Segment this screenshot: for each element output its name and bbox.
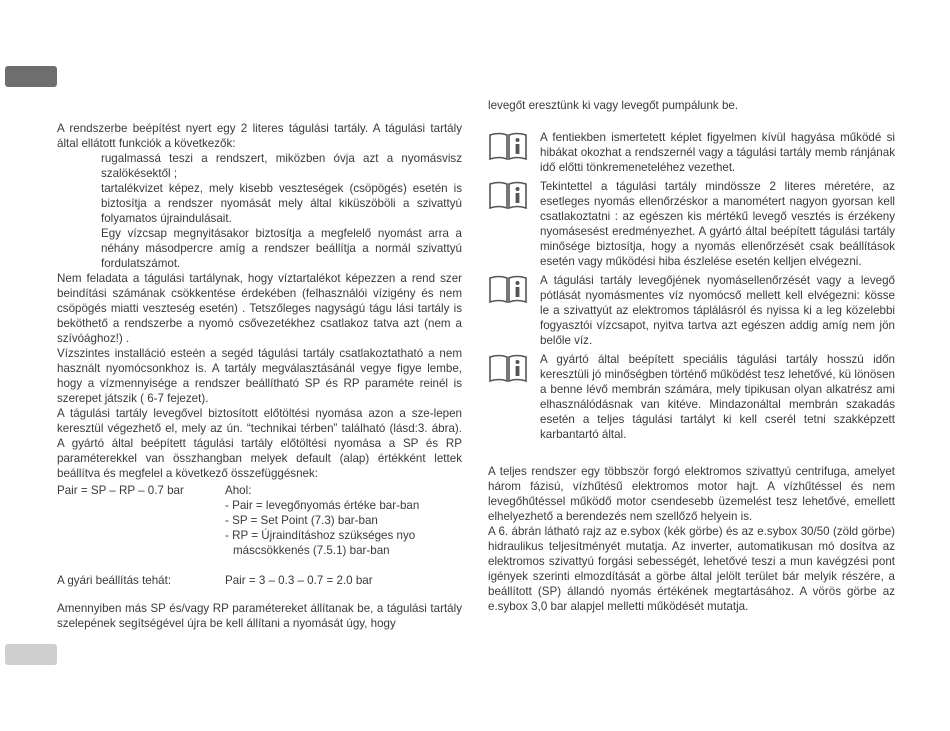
info-note-1 [488, 130, 895, 175]
info-note-3 [488, 273, 895, 348]
info-note-2 [488, 179, 895, 269]
info-book-icon [488, 180, 528, 210]
page-tab-marker [5, 644, 57, 665]
right-column [488, 98, 895, 614]
formula-where: Ahol: [225, 484, 252, 497]
formula-key: Pair = SP – RP – 0.7 bar [57, 484, 184, 497]
paragraph-no-reserve: Nem feladata a tágulási tartálynak, hogy víztartalékot képezzen a rend szer beindítási számának csökkentése érdekében (felhasználói vízigény és nem csöpögés miatti veszteség esetén) . Tetszőleges nagyságú tágu lási tartály is beköthető a rendszerbe a nyomó csővezetékhez csatlakoz tatva azt (nem a szívóághoz!) . [57, 272, 462, 345]
formula-def-sp: - SP = Set Point (7.3) bar-ban [225, 514, 378, 527]
info-book-icon [488, 131, 528, 161]
formula-def-rp: - RP = Újraindításhoz szükséges nyo [225, 529, 416, 542]
paragraph-pump-description: A teljes rendszer egy többször forgó elektromos szivattyú centrifuga, amelyet három fázisú, vízhűtésű elektromos motor hajt. A vízhűtéssel és nem levegőhűtéssel működő motor csendesebb üzemelést tesz lehetővé, emellett elhelyezhető a berendezés nem szellőző helyein is. [488, 465, 895, 523]
function-item-3: Egy vízcsap megnyitásakor biztosítja a megfelelő nyomást arra a néhány másodpercre amíg a rendszer beállítja a normál szivattyú fordulatszámot. [101, 227, 462, 270]
info-book-icon [488, 353, 528, 383]
factory-setting-value: Pair = 3 – 0.3 – 0.7 = 2.0 bar [225, 574, 373, 587]
info-note-text: A gyártó által beépített speciális tágulási tartály hosszú időn keresztüli jó minőségben történő működést tesz lehetővé, kü lönösen a benne lévő membrán számára, mely tipikusan olyan alkatrész ami elhasználódásnak van kitéve. Mindazonáltal membrán szakadás esetén a teljes tágulási tartályt ki kell cserél tetni szakképzett karbantartó által. [540, 353, 895, 441]
function-item-1: rugalmassá teszi a rendszert, miközben óvja azt a nyomásvisz szalökésektől ; [101, 152, 462, 180]
paragraph-horizontal-install: Vízszintes installáció esteén a segéd tágulási tartály csatlakoztatható a nem használt nyomócsonkhoz is. A tartály megválasztásánál vegye figye lembe, hogy a vízmennyisége a rendszer beállítható SP és RP paraméte reinél is szerepet játszik ( 6-7 fejezet). [57, 347, 462, 405]
formula-def-rp-cont: máscsökkenés (7.5.1) bar-ban [233, 544, 390, 557]
formula-block [57, 483, 462, 558]
paragraph-readjust: Amennyiben más SP és/vagy RP paramétereket állítanak be, a tágulási tartály szelepének segítségével újra be kell állítani a nyomását úgy, hogy [57, 602, 462, 630]
chapter-tab-marker [5, 66, 57, 87]
factory-setting [57, 573, 462, 588]
info-note-text: Tekintettel a tágulási tartály mindössze 2 literes méretére, az esetleges nyomás ellenőrzéskor a manométert nagyon gyorsan kell csatlakoztatni : az egészen kis mértékű levegő vesztés is érzékeny nyomásesést eredményezhet. A gyártó által beépített tágulási tartály minősége biztosítja, hogy a nyomás ellenőrzését csak beállítások esetén vagy működési hiba észlelése esetén kelljen elvégezni. [540, 180, 895, 268]
intro-paragraph: A rendszerbe beépítést nyert egy 2 literes tágulási tartály. A tágulási tartály által ellátott funkciók a következők: [57, 122, 462, 150]
formula-def-pair: - Pair = levegőnyomás értéke bar-ban [225, 499, 420, 512]
info-note-4 [488, 352, 895, 442]
factory-setting-key: A gyári beállítás tehát: [57, 574, 172, 587]
info-note-text: A fentiekben ismertetett képlet figyelmen kívül hagyása működé si hibákat okozhat a rendszernél vagy a tágulási tartály memb ránjának idő előtti tönkremeneteléhez vezethet. [540, 131, 895, 174]
info-note-text: A tágulási tartály levegőjének nyomásellenőrzését vagy a levegő pótlását nyomásmentes víz nyomócső mellett kell elvégezni: kösse le a szivattyút az elektromos táplálásról és nyissa ki a leg közelebbi fogyasztói vízcsapot, nyitva tartva azt egészen addig amíg nem jön belőle víz. [540, 274, 895, 347]
paragraph-precharge: A tágulási tartály levegővel biztosított előtöltési nyomása azon a sze-lepen keresztül végezhető el, mely az ún. “technikai térben” található (lásd:3. ábra). A gyártó által beépített tágulási tartály előtöltési nyomása a SP és RP paraméterekkel van összhangban melyek default (alap) értékként lettek beállítva és megfelel a következő összefüggésnek: [57, 407, 462, 480]
function-item-2: tartalékvizet képez, mely kisebb veszteségek (csöpögés) esetén is biztosítja a rendszer nyomását mely által kiküszöböli a szivattyú folyamatos újraindulásait. [101, 182, 462, 225]
left-column [57, 121, 462, 631]
info-book-icon [488, 274, 528, 304]
formula-definitions [225, 483, 462, 558]
paragraph-performance-curves: A 6. ábrán látható rajz az e.sybox (kék görbe) és az e.sybox 30/50 (zöld görbe) hidraulikus teljesítményét mutatja. Az inverter, automatikusan mó dosítva az elektromos szivattyú forgási sebességét, lehetővé teszi a mun kavégzési pont igények szerinti elmozdítását a görbe által jelölt terület bár melyik részére, a beállított (SP) állandó nyomás értékének megtartásához. A vörös görbe az e.sybox 3,0 bar alapjel melletti működését mutatja. [488, 525, 895, 613]
continued-text: levegőt eresztünk ki vagy levegőt pumpálunk be. [488, 99, 739, 112]
